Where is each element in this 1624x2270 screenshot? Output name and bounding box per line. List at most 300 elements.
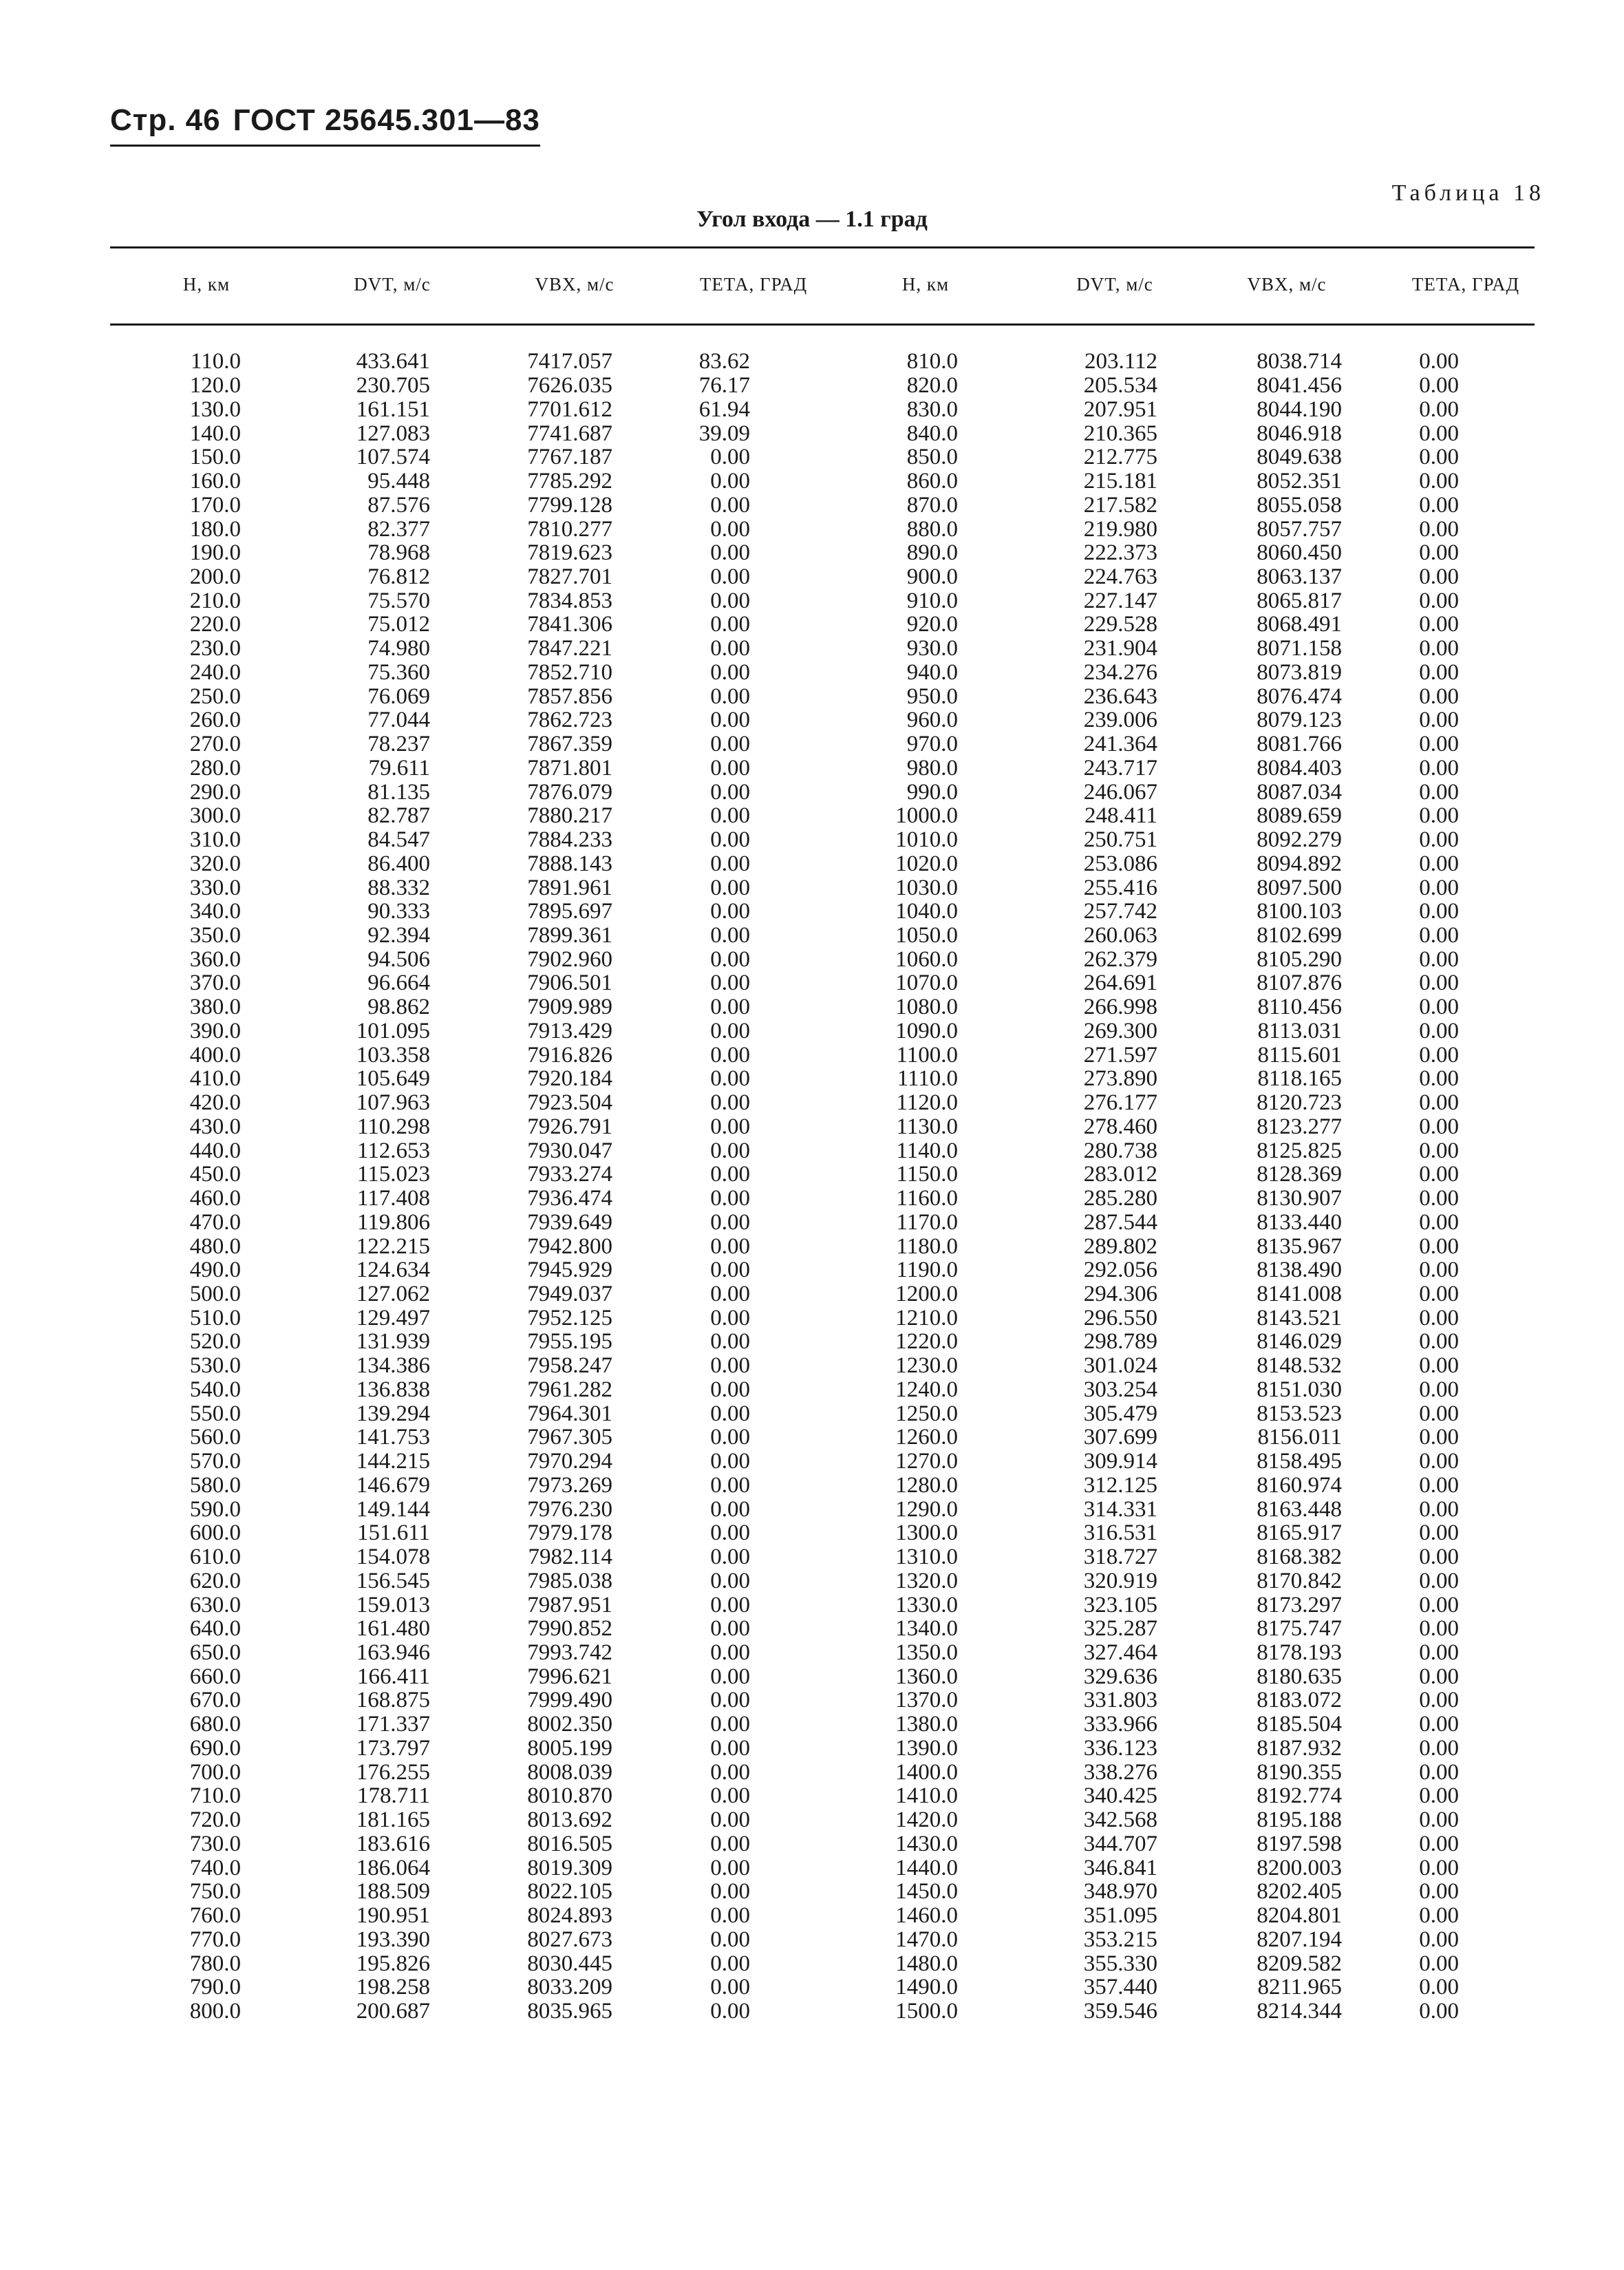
table-cell: 129.497 <box>356 1305 430 1330</box>
table-cell: 0.00 <box>1419 1640 1459 1666</box>
table-cell: 8107.876 <box>1257 970 1342 996</box>
table-cell: 7985.038 <box>527 1568 612 1593</box>
table-cell: 0.00 <box>710 1545 750 1570</box>
table-cell: 96.664 <box>367 970 430 996</box>
table-cell: 270.0 <box>189 732 241 757</box>
table-cell: 1280.0 <box>895 1472 958 1498</box>
table-cell: 7999.490 <box>527 1688 612 1713</box>
table-cell: 161.480 <box>356 1616 430 1642</box>
table-cell: 8105.290 <box>1257 946 1342 972</box>
table-cell: 151.611 <box>356 1520 430 1546</box>
table-cell: 8120.723 <box>1257 1090 1342 1116</box>
table-cell: 323.105 <box>1083 1592 1157 1617</box>
table-row <box>110 780 1535 804</box>
table-cell: 134.386 <box>356 1353 430 1379</box>
table-cell: 141.753 <box>356 1425 430 1450</box>
table-cell: 720.0 <box>189 1807 241 1833</box>
table-cell: 0.00 <box>710 1186 750 1211</box>
table-cell: 8033.209 <box>527 1975 612 2000</box>
table-cell: 0.00 <box>1419 875 1459 900</box>
column-header: Н, км <box>901 274 950 295</box>
table-cell: 0.00 <box>710 1449 750 1474</box>
table-cell: 8180.635 <box>1257 1664 1342 1689</box>
table-cell: 700.0 <box>189 1759 241 1785</box>
table-cell: 7939.649 <box>527 1209 612 1235</box>
table-cell: 81.135 <box>367 779 430 805</box>
table-row <box>110 517 1535 541</box>
table-cell: 0.00 <box>710 1090 750 1116</box>
table-row <box>110 1760 1535 1784</box>
table-cell: 0.00 <box>1419 1735 1459 1761</box>
table-cell: 0.00 <box>1419 1377 1459 1402</box>
table-cell: 7906.501 <box>527 970 612 996</box>
table-cell: 1370.0 <box>895 1688 958 1713</box>
table-cell: 222.373 <box>1083 540 1157 566</box>
table-cell: 280.738 <box>1083 1138 1157 1163</box>
table-cell: 1030.0 <box>895 875 958 900</box>
table-cell: 7933.274 <box>527 1162 612 1187</box>
table-cell: 0.00 <box>710 970 750 996</box>
table-cell: 316.531 <box>1083 1520 1157 1546</box>
table-cell: 7799.128 <box>527 492 612 518</box>
column-header: DVT, м/с <box>354 274 431 295</box>
table-cell: 8044.190 <box>1257 396 1342 422</box>
table-cell: 86.400 <box>367 851 430 876</box>
table-cell: 331.803 <box>1083 1688 1157 1713</box>
table-cell: 74.980 <box>367 636 430 661</box>
table-cell: 82.377 <box>367 516 430 542</box>
table-cell: 248.411 <box>1084 803 1157 829</box>
table-row <box>110 1425 1535 1450</box>
table-cell: 8168.382 <box>1257 1545 1342 1570</box>
column-header: Н, км <box>182 274 231 295</box>
table-row <box>110 1688 1535 1712</box>
table-row <box>110 1999 1535 2024</box>
table-cell: 610.0 <box>189 1545 241 1570</box>
table-cell: 0.00 <box>710 1688 750 1713</box>
table-cell: 0.00 <box>710 1783 750 1809</box>
table-cell: 8110.456 <box>1257 995 1342 1020</box>
table-cell: 1210.0 <box>895 1305 958 1330</box>
table-cell: 190.951 <box>356 1903 430 1929</box>
table-cell: 1240.0 <box>895 1377 958 1402</box>
table-cell: 200.0 <box>189 564 241 589</box>
table-cell: 229.528 <box>1083 612 1157 637</box>
table-row <box>110 1474 1535 1498</box>
table-cell: 8073.819 <box>1257 659 1342 685</box>
table-row <box>110 828 1535 852</box>
table-cell: 940.0 <box>906 659 958 685</box>
table-cell: 139.294 <box>356 1401 430 1426</box>
table-cell: 61.94 <box>698 396 750 422</box>
table-cell: 227.147 <box>1083 588 1157 613</box>
table-row <box>110 565 1535 589</box>
table-cell: 8068.491 <box>1257 612 1342 637</box>
table-cell: 0.00 <box>710 1807 750 1833</box>
table-cell: 1020.0 <box>895 851 958 876</box>
table-cell: 257.742 <box>1083 899 1157 924</box>
table-cell: 740.0 <box>189 1855 241 1880</box>
table-cell: 0.00 <box>1419 1759 1459 1785</box>
table-cell: 314.331 <box>1083 1496 1157 1522</box>
table-cell: 336.123 <box>1083 1735 1157 1761</box>
table-cell: 480.0 <box>189 1233 241 1259</box>
table-cell: 166.411 <box>356 1664 430 1689</box>
table-cell: 1270.0 <box>895 1449 958 1474</box>
table-cell: 0.00 <box>1419 1664 1459 1689</box>
table-cell: 7955.195 <box>527 1329 612 1355</box>
table-cell: 7982.114 <box>528 1545 612 1570</box>
table-cell: 8209.582 <box>1257 1951 1342 1976</box>
table-cell: 8063.137 <box>1257 564 1342 589</box>
table-cell: 0.00 <box>1419 922 1459 948</box>
table-cell: 8055.058 <box>1257 492 1342 518</box>
table-cell: 0.00 <box>710 1401 750 1426</box>
table-cell: 8146.029 <box>1257 1329 1342 1355</box>
table-cell: 0.00 <box>1419 1927 1459 1952</box>
table-cell: 159.013 <box>356 1592 430 1617</box>
table-cell: 0.00 <box>1419 779 1459 805</box>
table-cell: 850.0 <box>906 445 958 470</box>
table-cell: 0.00 <box>1419 1568 1459 1593</box>
table-cell: 246.067 <box>1083 779 1157 805</box>
table-cell: 90.333 <box>367 899 430 924</box>
table-cell: 960.0 <box>906 708 958 733</box>
table-cell: 7785.292 <box>527 469 612 494</box>
table-cell: 7857.856 <box>527 683 612 709</box>
table-cell: 120.0 <box>189 373 241 399</box>
table-cell: 0.00 <box>710 803 750 829</box>
table-cell: 8165.917 <box>1257 1520 1342 1546</box>
table-cell: 570.0 <box>189 1449 241 1474</box>
table-cell: 0.00 <box>710 1162 750 1187</box>
table-cell: 0.00 <box>1419 1353 1459 1379</box>
table-cell: 7973.269 <box>527 1472 612 1498</box>
table-cell: 0.00 <box>1419 588 1459 613</box>
table-cell: 0.00 <box>710 755 750 781</box>
table-cell: 360.0 <box>189 946 241 972</box>
table-cell: 0.00 <box>1419 1090 1459 1116</box>
table-cell: 770.0 <box>189 1927 241 1952</box>
table-cell: 0.00 <box>1419 1305 1459 1330</box>
table-cell: 39.09 <box>698 421 750 446</box>
table-cell: 144.215 <box>356 1449 430 1474</box>
table-cell: 0.00 <box>710 1664 750 1689</box>
table-cell: 8089.659 <box>1257 803 1342 829</box>
table-cell: 1060.0 <box>895 946 958 972</box>
table-cell: 0.00 <box>1419 540 1459 566</box>
table-cell: 420.0 <box>189 1090 241 1116</box>
table-cell: 1420.0 <box>895 1807 958 1833</box>
table-cell: 7895.697 <box>527 899 612 924</box>
table-cell: 305.479 <box>1083 1401 1157 1426</box>
table-row <box>110 1378 1535 1402</box>
table-cell: 309.914 <box>1083 1449 1157 1474</box>
table-cell: 83.62 <box>698 349 750 374</box>
table-cell: 0.00 <box>1419 1951 1459 1976</box>
table-cell: 820.0 <box>906 373 958 399</box>
table-cell: 8195.188 <box>1257 1807 1342 1833</box>
table-cell: 181.165 <box>356 1807 430 1833</box>
table-cell: 0.00 <box>1419 1783 1459 1809</box>
table-cell: 650.0 <box>189 1640 241 1666</box>
table-cell: 8049.638 <box>1257 445 1342 470</box>
table-cell: 307.699 <box>1083 1425 1157 1450</box>
table-cell: 8027.673 <box>527 1927 612 1952</box>
table-cell: 250.751 <box>1083 827 1157 853</box>
table-cell: 219.980 <box>1083 516 1157 542</box>
table-cell: 0.00 <box>1419 1329 1459 1355</box>
table-cell: 8156.011 <box>1257 1425 1342 1450</box>
table-cell: 0.00 <box>710 922 750 948</box>
table-cell: 340.0 <box>189 899 241 924</box>
table-cell: 1470.0 <box>895 1927 958 1952</box>
table-cell: 239.006 <box>1083 708 1157 733</box>
table-cell: 234.276 <box>1083 659 1157 685</box>
table-cell: 7819.623 <box>527 540 612 566</box>
table-cell: 186.064 <box>356 1855 430 1880</box>
table-cell: 0.00 <box>1419 1162 1459 1187</box>
table-cell: 370.0 <box>189 970 241 996</box>
table-cell: 0.00 <box>1419 1520 1459 1546</box>
table-cell: 0.00 <box>710 612 750 637</box>
table-cell: 7958.247 <box>527 1353 612 1379</box>
table-cell: 0.00 <box>1419 421 1459 446</box>
table-row <box>110 851 1535 876</box>
table-cell: 325.287 <box>1083 1616 1157 1642</box>
table-cell: 0.00 <box>710 899 750 924</box>
table-cell: 660.0 <box>189 1664 241 1689</box>
table-cell: 0.00 <box>1419 1592 1459 1617</box>
table-cell: 0.00 <box>710 1999 750 2024</box>
table-cell: 0.00 <box>710 1568 750 1593</box>
table-cell: 8010.870 <box>527 1783 612 1809</box>
table-cell: 0.00 <box>710 1209 750 1235</box>
table-cell: 870.0 <box>906 492 958 518</box>
table-cell: 280.0 <box>189 755 241 781</box>
table-cell: 620.0 <box>189 1568 241 1593</box>
table-cell: 7847.221 <box>527 636 612 661</box>
table-cell: 176.255 <box>356 1759 430 1785</box>
table-cell: 101.095 <box>356 1018 430 1043</box>
table-cell: 131.939 <box>356 1329 430 1355</box>
table-cell: 440.0 <box>189 1138 241 1163</box>
table-cell: 0.00 <box>710 469 750 494</box>
table-cell: 7967.305 <box>527 1425 612 1450</box>
table-cell: 670.0 <box>189 1688 241 1713</box>
table-cell: 800.0 <box>189 1999 241 2024</box>
table-cell: 0.00 <box>1419 1401 1459 1426</box>
table-cell: 112.653 <box>356 1138 430 1163</box>
table-cell: 7867.359 <box>527 732 612 757</box>
table-cell: 8148.532 <box>1257 1353 1342 1379</box>
table-cell: 7841.306 <box>527 612 612 637</box>
table-cell: 161.151 <box>356 396 430 422</box>
table-cell: 130.0 <box>189 396 241 422</box>
table-row <box>110 1664 1535 1688</box>
table-cell: 0.00 <box>710 779 750 805</box>
table-cell: 262.379 <box>1083 946 1157 972</box>
table-cell: 75.360 <box>367 659 430 685</box>
table-cell: 260.0 <box>189 708 241 733</box>
table-cell: 7701.612 <box>527 396 612 422</box>
table-cell: 920.0 <box>906 612 958 637</box>
table-cell: 342.568 <box>1083 1807 1157 1833</box>
table-cell: 0.00 <box>1419 396 1459 422</box>
table-cell: 1400.0 <box>895 1759 958 1785</box>
table-cell: 0.00 <box>710 1042 750 1068</box>
table-cell: 8200.003 <box>1257 1855 1342 1880</box>
table-cell: 1080.0 <box>895 995 958 1020</box>
table-cell: 7417.057 <box>527 349 612 374</box>
table-cell: 124.634 <box>356 1258 430 1283</box>
table-cell: 0.00 <box>1419 1903 1459 1929</box>
table-cell: 95.448 <box>367 469 430 494</box>
table-cell: 980.0 <box>906 755 958 781</box>
table-cell: 8151.030 <box>1257 1377 1342 1402</box>
table-cell: 0.00 <box>710 875 750 900</box>
table-row <box>110 493 1535 517</box>
table-cell: 8123.277 <box>1257 1114 1342 1139</box>
table-cell: 190.0 <box>189 540 241 566</box>
table-cell: 8185.504 <box>1257 1712 1342 1737</box>
table-row <box>110 1904 1535 1928</box>
table-cell: 0.00 <box>1419 1018 1459 1043</box>
table-cell: 0.00 <box>1419 1472 1459 1498</box>
table-cell: 217.582 <box>1083 492 1157 518</box>
table-cell: 75.570 <box>367 588 430 613</box>
table-cell: 7909.989 <box>527 995 612 1020</box>
table-cell: 8022.105 <box>527 1879 612 1905</box>
table-cell: 8100.103 <box>1257 899 1342 924</box>
table-cell: 1440.0 <box>895 1855 958 1880</box>
table-row <box>110 971 1535 995</box>
table-cell: 1140.0 <box>896 1138 958 1163</box>
table-cell: 8141.008 <box>1257 1282 1342 1306</box>
table-row <box>110 588 1535 613</box>
table-cell: 1330.0 <box>895 1592 958 1617</box>
table-cell: 0.00 <box>1419 1066 1459 1092</box>
table-cell: 8115.601 <box>1257 1042 1342 1068</box>
column-header: VBX, м/с <box>535 274 615 295</box>
table-cell: 7930.047 <box>527 1138 612 1163</box>
table-cell: 7884.233 <box>527 827 612 853</box>
table-cell: 296.550 <box>1083 1305 1157 1330</box>
page-header <box>110 103 540 147</box>
table-cell: 183.616 <box>356 1831 430 1856</box>
table-cell: 0.00 <box>1419 1855 1459 1880</box>
table-cell: 0.00 <box>710 659 750 685</box>
table-cell: 212.775 <box>1083 445 1157 470</box>
table-cell: 7996.621 <box>527 1664 612 1689</box>
table-cell: 110.0 <box>190 349 241 374</box>
table-cell: 79.611 <box>368 755 430 781</box>
table-cell: 163.946 <box>356 1640 430 1666</box>
table-row <box>110 1138 1535 1163</box>
table-cell: 338.276 <box>1083 1759 1157 1785</box>
table-row <box>110 1043 1535 1067</box>
table-cell: 0.00 <box>710 1066 750 1092</box>
table-cell: 276.177 <box>1083 1090 1157 1116</box>
table-row <box>110 947 1535 971</box>
table-cell: 82.787 <box>367 803 430 829</box>
table-cell: 301.024 <box>1083 1353 1157 1379</box>
table-row <box>110 876 1535 900</box>
table-cell: 7834.853 <box>527 588 612 613</box>
table-cell: 0.00 <box>1419 1879 1459 1905</box>
table-row <box>110 1210 1535 1234</box>
table-row <box>110 1163 1535 1187</box>
table-cell: 8187.932 <box>1257 1735 1342 1761</box>
table-cell: 346.841 <box>1083 1855 1157 1880</box>
standard-code: ГОСТ 25645.301—83 <box>233 103 540 137</box>
table-cell: 0.00 <box>710 1425 750 1450</box>
table-cell: 560.0 <box>189 1425 241 1450</box>
table-cell: 7902.960 <box>527 946 612 972</box>
table-cell: 76.069 <box>367 683 430 709</box>
table-row <box>110 469 1535 494</box>
table-cell: 8128.369 <box>1257 1162 1342 1187</box>
table-cell: 1290.0 <box>895 1496 958 1522</box>
table-cell: 88.332 <box>367 875 430 900</box>
table-cell: 0.00 <box>1419 1138 1459 1163</box>
table-row <box>110 1593 1535 1617</box>
table-cell: 810.0 <box>906 349 958 374</box>
table-cell: 84.547 <box>367 827 430 853</box>
table-cell: 490.0 <box>189 1258 241 1283</box>
table-cell: 107.574 <box>356 445 430 470</box>
table-cell: 200.687 <box>356 1999 430 2024</box>
table-cell: 269.300 <box>1083 1018 1157 1043</box>
table-cell: 329.636 <box>1083 1664 1157 1689</box>
table-cell: 0.00 <box>1419 1186 1459 1211</box>
table-cell: 530.0 <box>189 1353 241 1379</box>
table-cell: 780.0 <box>189 1951 241 1976</box>
table-cell: 8041.456 <box>1257 373 1342 399</box>
table-cell: 0.00 <box>710 851 750 876</box>
table-cell: 0.00 <box>1419 970 1459 996</box>
table-cell: 0.00 <box>710 1759 750 1785</box>
table-cell: 0.00 <box>710 683 750 709</box>
table-cell: 0.00 <box>1419 659 1459 685</box>
table-cell: 78.237 <box>367 732 430 757</box>
table-cell: 78.968 <box>367 540 430 566</box>
table-cell: 7942.800 <box>527 1233 612 1259</box>
table-row <box>110 708 1535 732</box>
table-cell: 149.144 <box>356 1496 430 1522</box>
table-cell: 7964.301 <box>527 1401 612 1426</box>
table-cell: 8197.598 <box>1257 1831 1342 1856</box>
table-cell: 730.0 <box>189 1831 241 1856</box>
table-cell: 1500.0 <box>895 1999 958 2024</box>
table-cell: 7993.742 <box>527 1640 612 1666</box>
table-cell: 8079.123 <box>1257 708 1342 733</box>
table-cell: 1490.0 <box>895 1975 958 2000</box>
table-cell: 154.078 <box>356 1545 430 1570</box>
table-cell: 136.838 <box>356 1377 430 1402</box>
table-cell: 231.904 <box>1083 636 1157 661</box>
table-cell: 8204.801 <box>1257 1903 1342 1929</box>
table-cell: 1040.0 <box>895 899 958 924</box>
table-cell: 1320.0 <box>895 1568 958 1593</box>
table-cell: 430.0 <box>189 1114 241 1139</box>
table-cell: 433.641 <box>356 349 430 374</box>
table-cell: 0.00 <box>1419 1233 1459 1259</box>
table-cell: 8035.965 <box>527 1999 612 2024</box>
table-cell: 1100.0 <box>896 1042 958 1068</box>
table-cell: 1310.0 <box>895 1545 958 1570</box>
table-cell: 8183.072 <box>1257 1688 1342 1713</box>
